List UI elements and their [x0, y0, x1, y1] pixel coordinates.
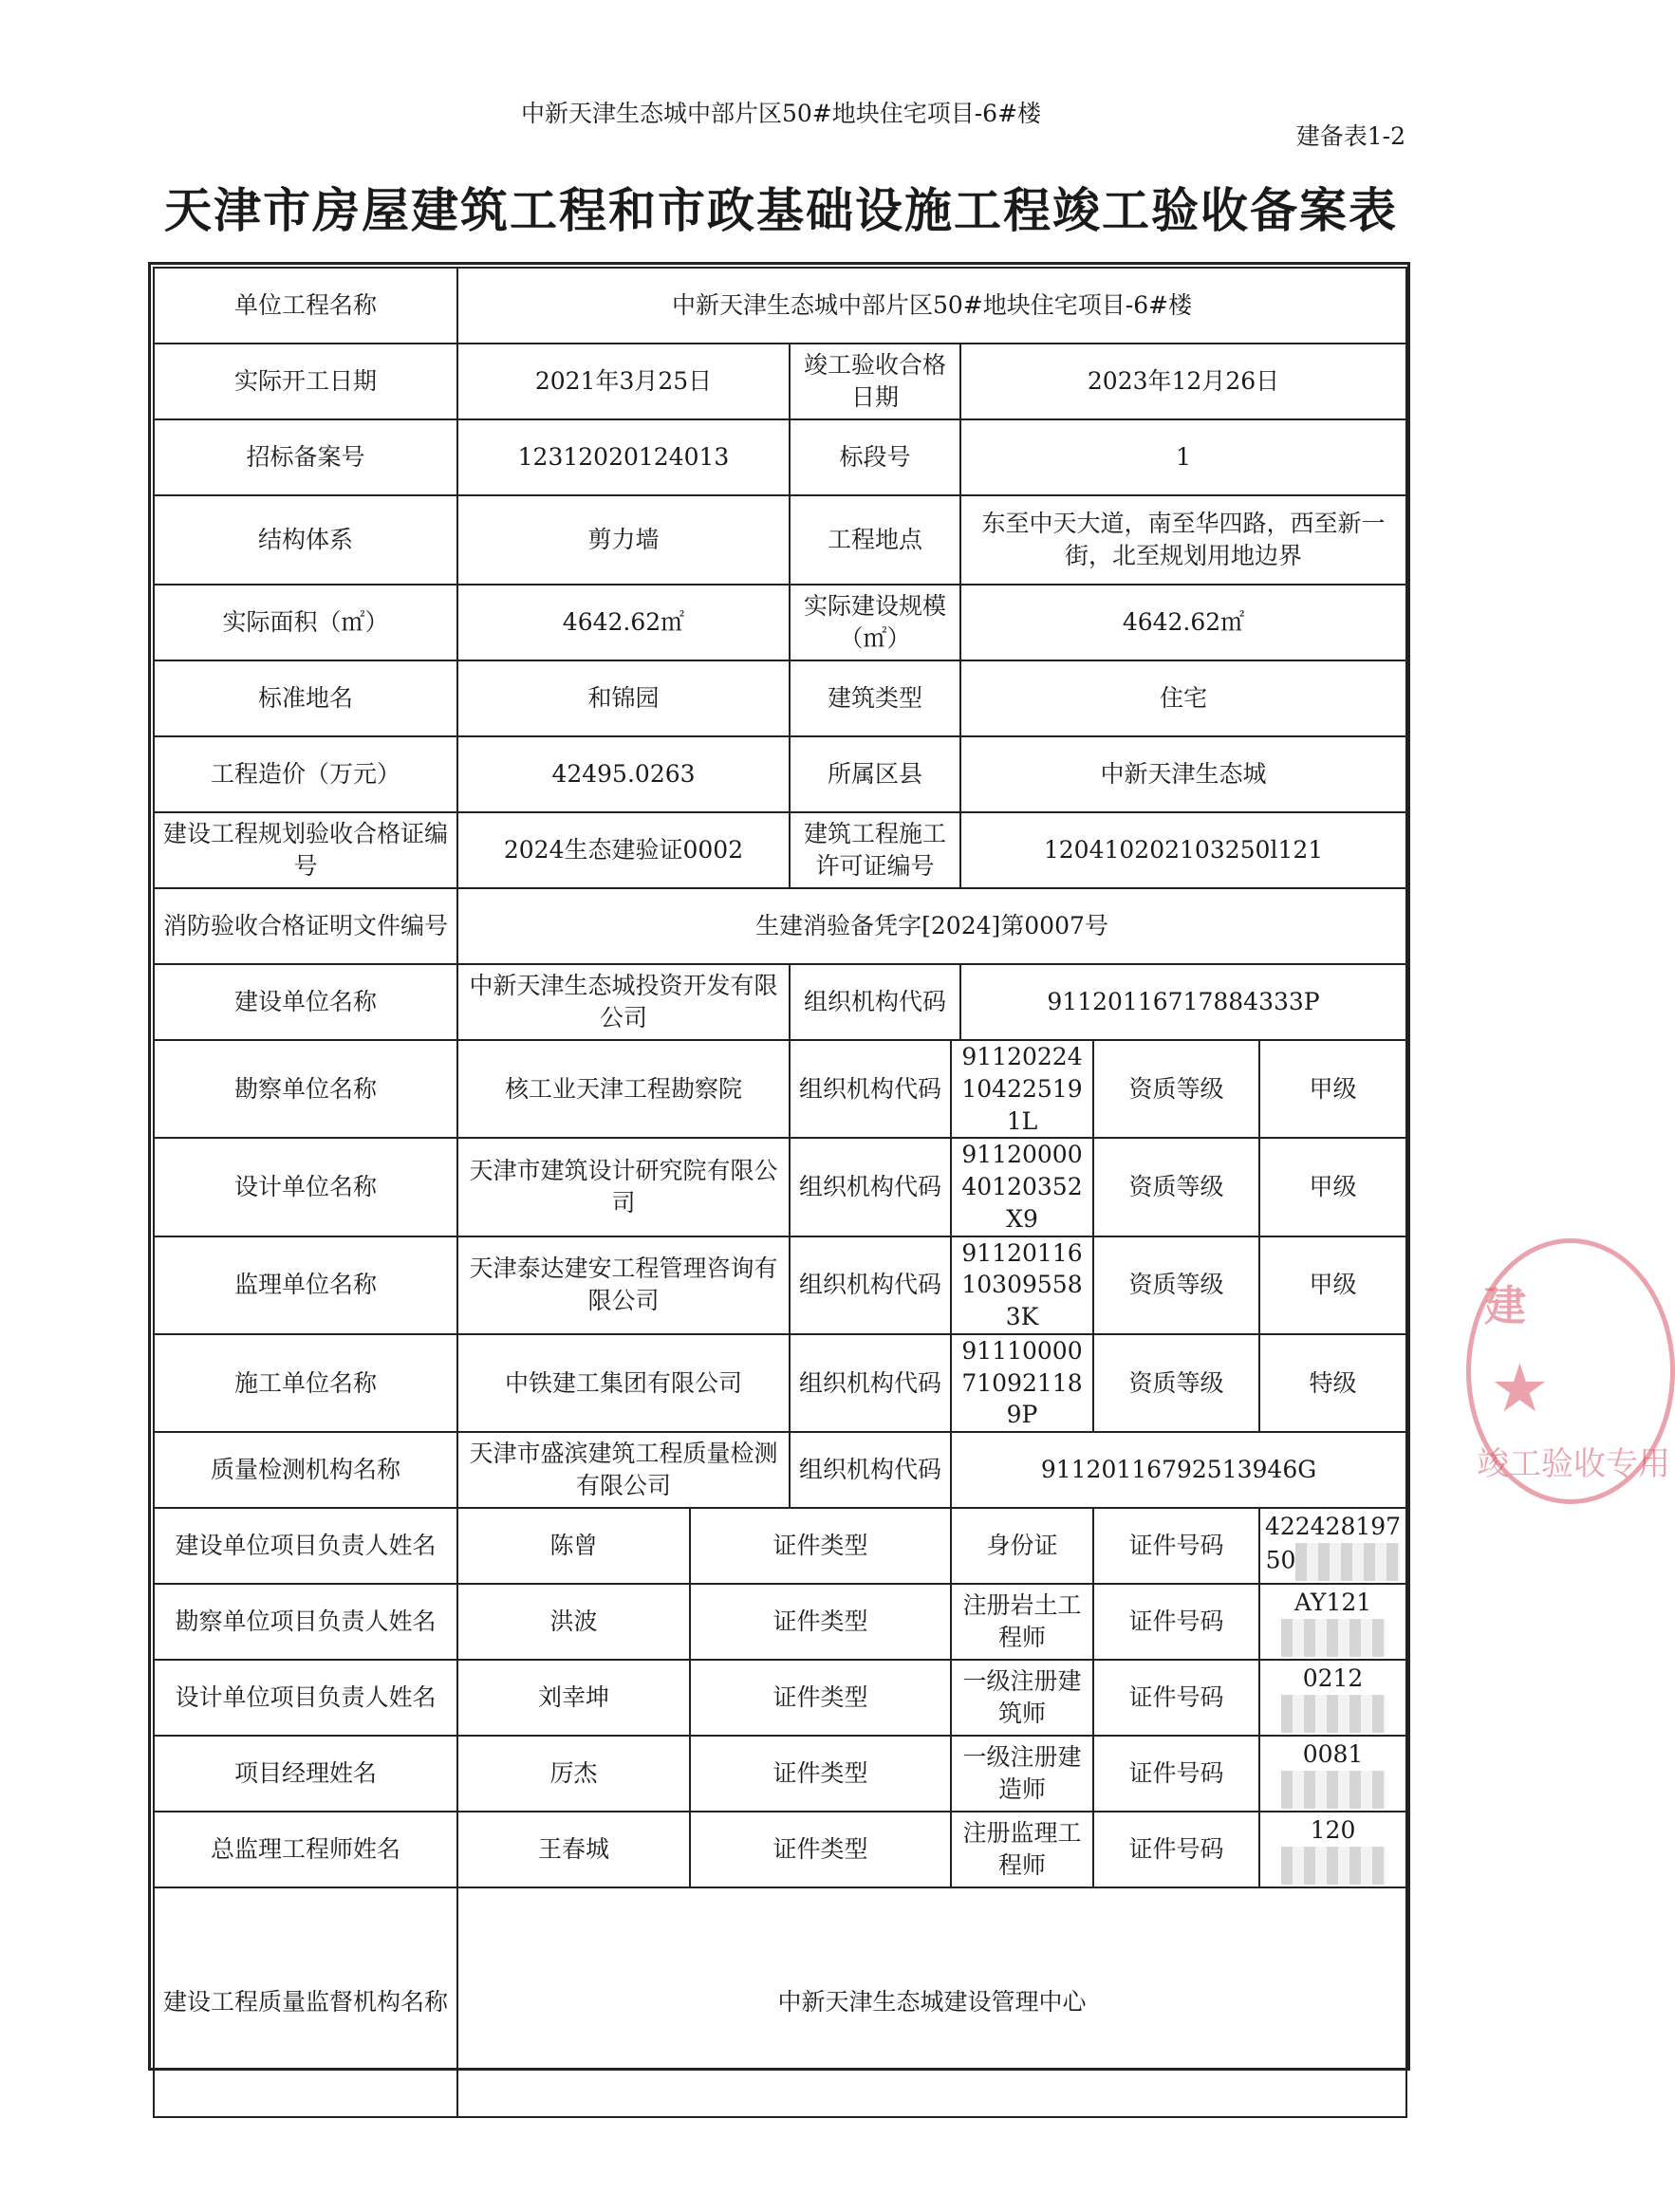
cert-type-value: 一级注册建造师: [951, 1736, 1093, 1812]
table-row: [154, 1432, 1406, 1508]
table-row: [154, 736, 1406, 812]
cert-no-label: 证件号码: [1093, 1584, 1259, 1660]
supervisor-unit-label: 监理单位名称: [154, 1236, 457, 1334]
building-type-value: 住宅: [960, 660, 1406, 736]
cert-no-value: [1259, 1584, 1406, 1660]
table-row: [154, 495, 1406, 585]
red-seal-stamp: [1466, 1238, 1675, 1504]
building-type-label: 建筑类型: [790, 660, 960, 736]
cost-value: 42495.0263: [457, 736, 790, 812]
stamp-text-top: 建: [1484, 1282, 1526, 1330]
contractor-unit-value: 中铁建工集团有限公司: [457, 1334, 790, 1432]
filing-table: [153, 267, 1407, 2118]
page-title: 天津市房屋建筑工程和市政基础设施工程竣工验收备案表: [164, 182, 1398, 238]
unit-project-value: 中新天津生态城中部片区50#地块住宅项目-6#楼: [457, 268, 1406, 344]
stamp-text-bottom: 竣工验收专用: [1477, 1445, 1670, 1483]
table-row: [154, 812, 1406, 888]
area-label: 实际面积（㎡）: [154, 585, 457, 660]
cert-no-value: [1259, 1660, 1406, 1736]
survey-code-value: 91120224104225191L: [951, 1040, 1093, 1138]
survey-code-label: 组织机构代码: [790, 1040, 951, 1138]
person-role-label: 勘察单位项目负责人姓名: [154, 1584, 457, 1660]
start-date-label: 实际开工日期: [154, 344, 457, 419]
cert-no-label: 证件号码: [1093, 1508, 1259, 1584]
bid-label: 招标备案号: [154, 419, 457, 495]
table-row: [154, 1508, 1406, 1584]
district-value: 中新天津生态城: [960, 736, 1406, 812]
testing-label: 质量检测机构名称: [154, 1432, 457, 1508]
cert-no-label: 证件号码: [1093, 1812, 1259, 1887]
cert-no-label: 证件号码: [1093, 1736, 1259, 1812]
cost-label: 工程造价（万元）: [154, 736, 457, 812]
person-name: 陈曾: [457, 1508, 690, 1584]
supervisor-code-label: 组织机构代码: [790, 1236, 951, 1334]
person-role-label: 总监理工程师姓名: [154, 1812, 457, 1887]
district-label: 所属区县: [790, 736, 960, 812]
permit-value: 120410202103250l121: [960, 812, 1406, 888]
cert-no-value: [1259, 1736, 1406, 1812]
builder-label: 建设单位名称: [154, 964, 457, 1040]
cert-no-label: 证件号码: [1093, 1660, 1259, 1736]
cert-type-label: 证件类型: [690, 1508, 951, 1584]
redaction-mask: [1281, 1847, 1386, 1885]
scale-value: 4642.62㎡: [960, 585, 1406, 660]
table-row: [154, 1584, 1406, 1660]
redaction-mask: [1295, 1543, 1400, 1581]
form-number: 建备表1-2: [1295, 122, 1405, 150]
person-role-label: 项目经理姓名: [154, 1736, 457, 1812]
structure-value: 剪力墙: [457, 495, 790, 585]
structure-label: 结构体系: [154, 495, 457, 585]
builder-value: 中新天津生态城投资开发有限公司: [457, 964, 790, 1040]
supervisor-qual-label: 资质等级: [1093, 1236, 1259, 1334]
project-header: 中新天津生态城中部片区50#地块住宅项目-6#楼: [520, 100, 1042, 127]
section-value: 1: [960, 419, 1406, 495]
accept-date-label: 竣工验收合格日期: [790, 344, 960, 419]
cert-no-text: 0081: [1302, 1740, 1364, 1769]
survey-unit-label: 勘察单位名称: [154, 1040, 457, 1138]
unit-project-label: 单位工程名称: [154, 268, 457, 344]
table-row: [154, 1040, 1406, 1138]
table-row: [154, 1812, 1406, 1887]
supervision-value: 中新天津生态城建设管理中心: [457, 1887, 1406, 2117]
person-name: 刘幸坤: [457, 1660, 690, 1736]
redaction-mask: [1281, 1695, 1386, 1733]
cert-no-value: [1259, 1812, 1406, 1887]
design-code-value: 9112000040120352X9: [951, 1138, 1093, 1236]
scale-label: 实际建设规模（㎡）: [790, 585, 960, 660]
design-code-label: 组织机构代码: [790, 1138, 951, 1236]
cert-type-value: 注册监理工程师: [951, 1812, 1093, 1887]
cert-type-label: 证件类型: [690, 1660, 951, 1736]
planning-cert-label: 建设工程规划验收合格证编号: [154, 812, 457, 888]
location-value: 东至中天大道，南至华四路，西至新一街，北至规划用地边界: [960, 495, 1406, 585]
table-row: [154, 1736, 1406, 1812]
person-role-label: 设计单位项目负责人姓名: [154, 1660, 457, 1736]
table-row: [154, 660, 1406, 736]
supervisor-code-value: 91120116103095583K: [951, 1236, 1093, 1334]
permit-label: 建筑工程施工许可证编号: [790, 812, 960, 888]
person-role-label: 建设单位项目负责人姓名: [154, 1508, 457, 1584]
supervision-label: 建设工程质量监督机构名称: [154, 1887, 457, 2117]
redaction-mask: [1281, 1619, 1386, 1657]
contractor-code-value: 91110000710921189P: [951, 1334, 1093, 1432]
builder-code-label: 组织机构代码: [790, 964, 960, 1040]
fire-cert-value: 生建消验备凭字[2024]第0007号: [457, 888, 1406, 964]
table-row: [154, 344, 1406, 419]
cert-no-text: 120: [1310, 1816, 1356, 1845]
table-row: [154, 585, 1406, 660]
table-row: [154, 1138, 1406, 1236]
person-name: 厉杰: [457, 1736, 690, 1812]
table-row: [154, 1236, 1406, 1334]
contractor-code-label: 组织机构代码: [790, 1334, 951, 1432]
cert-type-label: 证件类型: [690, 1812, 951, 1887]
design-qual-value: 甲级: [1259, 1138, 1406, 1236]
cert-type-value: 一级注册建筑师: [951, 1660, 1093, 1736]
redaction-mask: [1281, 1771, 1386, 1809]
table-row: [154, 1334, 1406, 1432]
place-name-label: 标准地名: [154, 660, 457, 736]
area-value: 4642.62㎡: [457, 585, 790, 660]
table-row: [154, 888, 1406, 964]
table-row: [154, 1660, 1406, 1736]
location-label: 工程地点: [790, 495, 960, 585]
person-name: 洪波: [457, 1584, 690, 1660]
cert-type-label: 证件类型: [690, 1584, 951, 1660]
bid-value: 12312020124013: [457, 419, 790, 495]
testing-code-value: 91120116792513946G: [951, 1432, 1406, 1508]
cert-type-label: 证件类型: [690, 1736, 951, 1812]
supervisor-unit-value: 天津泰达建安工程管理咨询有限公司: [457, 1236, 790, 1334]
contractor-unit-label: 施工单位名称: [154, 1334, 457, 1432]
planning-cert-value: 2024生态建验证0002: [457, 812, 790, 888]
supervisor-qual-value: 甲级: [1259, 1236, 1406, 1334]
table-row: [154, 1887, 1406, 2117]
table-row: [154, 268, 1406, 344]
section-label: 标段号: [790, 419, 960, 495]
survey-qual-label: 资质等级: [1093, 1040, 1259, 1138]
survey-qual-value: 甲级: [1259, 1040, 1406, 1138]
cert-no-text: AY121: [1293, 1589, 1372, 1617]
testing-value: 天津市盛滨建筑工程质量检测有限公司: [457, 1432, 790, 1508]
design-unit-value: 天津市建筑设计研究院有限公司: [457, 1138, 790, 1236]
place-name-value: 和锦园: [457, 660, 790, 736]
contractor-qual-label: 资质等级: [1093, 1334, 1259, 1432]
start-date-value: 2021年3月25日: [457, 344, 790, 419]
star-icon: ★: [1490, 1349, 1550, 1427]
table-row: [154, 419, 1406, 495]
contractor-qual-value: 特级: [1259, 1334, 1406, 1432]
cert-no-value: [1259, 1508, 1406, 1584]
design-unit-label: 设计单位名称: [154, 1138, 457, 1236]
design-qual-label: 资质等级: [1093, 1138, 1259, 1236]
accept-date-value: 2023年12月26日: [960, 344, 1406, 419]
fire-cert-label: 消防验收合格证明文件编号: [154, 888, 457, 964]
cert-no-text: 42242819750: [1264, 1513, 1402, 1574]
cert-type-value: 身份证: [951, 1508, 1093, 1584]
cert-type-value: 注册岩土工程师: [951, 1584, 1093, 1660]
person-name: 王春城: [457, 1812, 690, 1887]
testing-code-label: 组织机构代码: [790, 1432, 951, 1508]
builder-code-value: 91120116717884333P: [960, 964, 1406, 1040]
cert-no-text: 0212: [1302, 1664, 1364, 1693]
survey-unit-value: 核工业天津工程勘察院: [457, 1040, 790, 1138]
table-row: [154, 964, 1406, 1040]
